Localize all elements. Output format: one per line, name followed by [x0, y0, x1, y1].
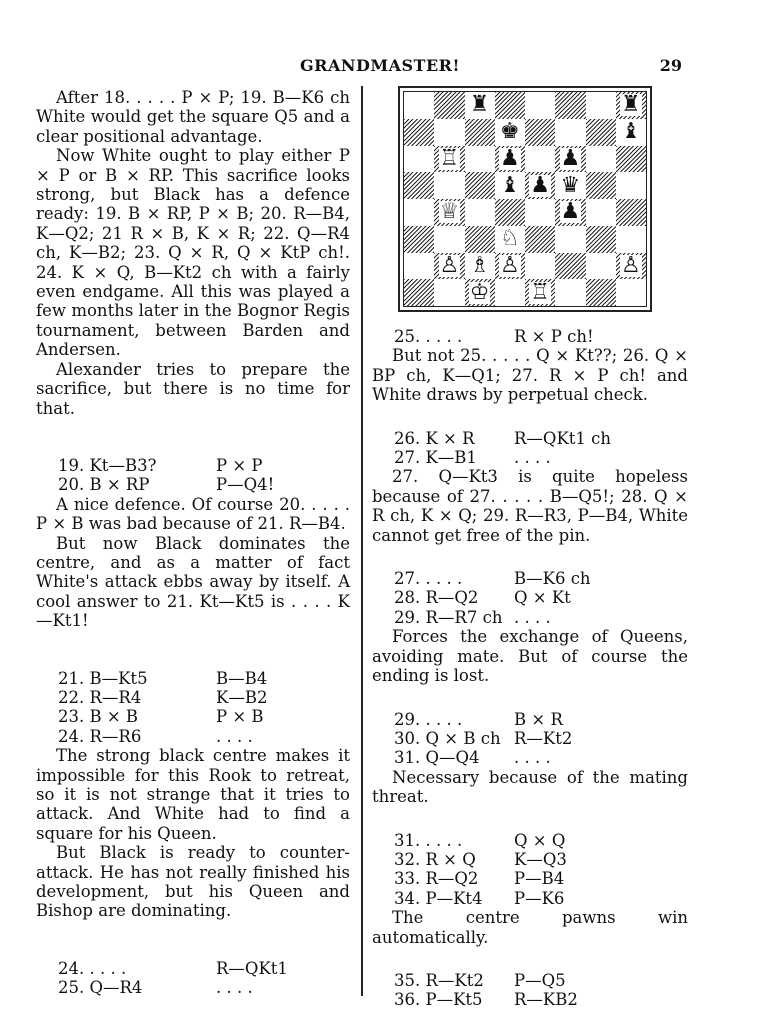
paragraph: The strong black centre makes it impossible for this Rook to retreat, so it is not strange that it tries to attack. And White had to find a square for his Queen.: [36, 746, 350, 843]
paragraph: But now Black dominates the centre, and as a matter of fact White's attack ebbs away by itself. A cool answer to 21. Kt—Kt5 is . . . . K—Kt1!: [36, 533, 350, 631]
board-square: [525, 119, 555, 146]
board-square: [555, 146, 585, 173]
move-line: [372, 588, 688, 607]
board-square: [465, 279, 495, 306]
board-square: [525, 253, 555, 280]
paragraph: Necessary because of the mating threat.: [372, 767, 688, 807]
white-move: 26. K × R: [394, 428, 475, 448]
board-square: [434, 146, 464, 173]
white-move: 19. Kt—B3?: [58, 455, 157, 475]
white-move: 31. . . . .: [394, 830, 463, 850]
board-square: [465, 253, 495, 280]
chess-board: [403, 91, 647, 307]
black-king-icon: ♚: [500, 119, 520, 145]
board-square: [495, 226, 525, 253]
black-move: R—QKt1: [216, 958, 288, 978]
board-square: [434, 199, 464, 226]
black-move: R—QKt1 ch: [514, 428, 612, 448]
black-move: K—Q3: [514, 849, 567, 869]
paragraph: But not 25. . . . . Q × Kt??; 26. Q × BP ch, K—Q1; 27. R × P ch! and White draws by perpetual check.: [372, 346, 688, 405]
move-line: [36, 959, 350, 978]
move-line: [372, 889, 688, 908]
board-square: [434, 92, 464, 119]
white-move: 25. . . . .: [394, 327, 463, 346]
move-line: [36, 475, 350, 494]
board-square: [465, 119, 495, 146]
white-pawn-icon: ♙: [500, 252, 520, 278]
board-square: [525, 226, 555, 253]
white-rook-icon: ♖: [439, 145, 460, 171]
chess-diagram: [398, 86, 652, 312]
board-square: [586, 253, 616, 280]
board-square: [434, 279, 464, 306]
black-move: B × R: [514, 709, 563, 729]
move-line: [36, 978, 350, 997]
board-square: [495, 172, 525, 199]
board-square: [404, 226, 434, 253]
black-move: R × P ch!: [514, 327, 594, 346]
white-move: 25. Q—R4: [58, 978, 143, 998]
board-square: [525, 146, 555, 173]
white-move: 29. R—R7 ch: [394, 607, 503, 627]
black-bishop-icon: ♝: [500, 172, 520, 198]
white-move: 22. R—R4: [58, 687, 142, 707]
move-line: [372, 569, 688, 588]
board-square: [616, 146, 646, 173]
black-move: R—KB2: [514, 990, 578, 1010]
board-square: [555, 279, 585, 306]
board-square: [465, 92, 495, 119]
move-line: [372, 448, 688, 467]
black-move: . . . .: [514, 748, 551, 768]
board-square: [616, 92, 646, 119]
board-square: [616, 279, 646, 306]
black-move: P—B4: [514, 869, 565, 889]
paragraph: After 18. . . . . P × P; 19. B—K6 ch White would get the square Q5 and a clear positional advantage.: [36, 88, 350, 146]
board-square: [404, 172, 434, 199]
left-column: [36, 88, 350, 998]
move-line: [372, 710, 688, 729]
black-pawn-icon: ♟: [530, 172, 550, 198]
board-square: [404, 279, 434, 306]
move-line: [372, 990, 688, 1009]
white-move: 29. . . . .: [394, 709, 463, 729]
board-square: [495, 253, 525, 280]
move-line: [372, 831, 688, 850]
black-pawn-icon: ♟: [560, 145, 581, 171]
move-line: [372, 608, 688, 627]
board-square: [586, 279, 616, 306]
board-square: [525, 92, 555, 119]
black-move: R—Kt2: [514, 728, 573, 748]
move-line: [372, 429, 688, 448]
white-move: 20. B × RP: [58, 475, 150, 495]
board-square: [616, 119, 646, 146]
column-divider: [361, 86, 363, 996]
black-move: . . . .: [216, 726, 253, 746]
move-line: [372, 327, 688, 346]
board-square: [495, 279, 525, 306]
move-line: [36, 688, 350, 707]
white-knight-icon: ♘: [500, 226, 520, 252]
black-bishop-icon: ♝: [621, 119, 641, 145]
black-move: Q × Q: [514, 830, 566, 850]
white-move: 21. B—Kt5: [58, 668, 148, 688]
white-move: 23. B × B: [58, 707, 139, 727]
black-move: P—K6: [514, 888, 565, 908]
board-square: [555, 172, 585, 199]
paragraph: Forces the exchange of Queens, avoiding mate. But of course the ending is lost.: [372, 627, 688, 686]
board-square: [616, 172, 646, 199]
board-square: [465, 146, 495, 173]
board-square: [404, 146, 434, 173]
board-square: [616, 226, 646, 253]
white-move: 35. R—Kt2: [394, 970, 484, 990]
move-line: [372, 971, 688, 990]
black-move: . . . .: [514, 607, 551, 627]
black-move: B—B4: [216, 668, 268, 688]
white-move: 33. R—Q2: [394, 869, 479, 889]
board-square: [404, 253, 434, 280]
board-square: [404, 119, 434, 146]
board-square: [616, 199, 646, 226]
board-square: [555, 253, 585, 280]
black-move: B—K6 ch: [514, 569, 591, 589]
page-number: 29: [659, 56, 682, 75]
board-square: [465, 199, 495, 226]
black-move: P—Q5: [514, 970, 566, 990]
white-move: 27. . . . .: [394, 569, 463, 589]
move-line: [372, 748, 688, 767]
board-square: [616, 253, 646, 280]
white-move: 34. P—Kt4: [394, 888, 483, 908]
board-square: [586, 92, 616, 119]
board-square: [495, 119, 525, 146]
white-move: 36. P—Kt5: [394, 990, 483, 1010]
board-square: [495, 199, 525, 226]
black-move: P—Q4!: [216, 475, 275, 495]
black-pawn-icon: ♟: [560, 199, 581, 225]
white-bishop-icon: ♗: [469, 252, 490, 278]
white-move: 32. R × Q: [394, 849, 476, 869]
move-line: [372, 850, 688, 869]
board-square: [495, 92, 525, 119]
black-pawn-icon: ♟: [500, 145, 520, 171]
board-square: [586, 199, 616, 226]
black-move: P × B: [216, 707, 264, 727]
black-rook-icon: ♜: [621, 92, 641, 118]
paragraph: The centre pawns win automatically.: [372, 908, 688, 947]
move-line: [36, 669, 350, 688]
board-square: [495, 146, 525, 173]
black-queen-icon: ♛: [560, 172, 581, 198]
paragraph: A nice defence. Of course 20. . . . . P × B was bad because of 21. R—B4.: [36, 494, 350, 534]
board-square: [434, 172, 464, 199]
board-square: [586, 146, 616, 173]
white-pawn-icon: ♙: [621, 252, 641, 278]
black-move: . . . .: [514, 448, 551, 468]
paragraph: But Black is ready to counter-attack. He has not really finished his development, but his Queen and Bishop are dominating.: [36, 843, 350, 921]
board-square: [525, 172, 555, 199]
board-square: [525, 199, 555, 226]
white-move: 31. Q—Q4: [394, 748, 480, 768]
paragraph: 27. Q—Kt3 is quite hopeless because of 27. . . . . B—Q5!; 28. Q × R ch, K × Q; 29. R—R3, P—B4, White cannot get free of the pin.: [372, 467, 688, 545]
board-square: [525, 279, 555, 306]
white-rook-icon: ♖: [530, 279, 550, 305]
board-square: [586, 172, 616, 199]
right-column: [372, 327, 688, 1010]
move-line: [36, 727, 350, 746]
white-queen-icon: ♕: [439, 199, 460, 225]
white-move: 24. R—R6: [58, 726, 142, 746]
move-line: [36, 707, 350, 726]
board-square: [555, 226, 585, 253]
white-move: 28. R—Q2: [394, 588, 479, 608]
board-square: [586, 119, 616, 146]
board-square: [404, 199, 434, 226]
board-square: [555, 199, 585, 226]
white-move: 30. Q × B ch: [394, 728, 501, 748]
board-square: [465, 172, 495, 199]
board-square: [434, 119, 464, 146]
board-square: [555, 119, 585, 146]
black-move: . . . .: [216, 978, 253, 998]
white-move: 27. K—B1: [394, 448, 477, 468]
board-square: [465, 226, 495, 253]
move-line: [372, 869, 688, 888]
white-king-icon: ♔: [469, 279, 490, 305]
board-square: [555, 92, 585, 119]
board-square: [434, 253, 464, 280]
black-move: Q × Kt: [514, 588, 571, 608]
move-line: [372, 729, 688, 748]
board-square: [434, 226, 464, 253]
paragraph: Now White ought to play either P × P or B × RP. This sacrifice looks strong, but Black has a defence ready: 19. B × RP, P × B; 20. R—B4, K—Q2; 21 R × B, K × R; 22. Q—R4 ch, K—B2; 23. Q × R, Q × KtP ch!. 24. K × Q, B—Kt2 ch with a fairly even endgame. All this was played a few months later in the Bognor Regis tournament, between Barden and Andersen.: [36, 146, 350, 360]
black-move: P × P: [216, 455, 263, 475]
board-square: [404, 92, 434, 119]
black-rook-icon: ♜: [469, 92, 490, 118]
white-move: 24. . . . .: [58, 958, 127, 978]
board-square: [586, 226, 616, 253]
paragraph: Alexander tries to prepare the sacrifice, but there is no time for that.: [36, 359, 350, 418]
white-pawn-icon: ♙: [439, 252, 460, 278]
running-header: [0, 56, 768, 80]
running-title: GRANDMASTER!: [300, 56, 460, 75]
black-move: K—B2: [216, 687, 268, 707]
move-line: [36, 456, 350, 475]
